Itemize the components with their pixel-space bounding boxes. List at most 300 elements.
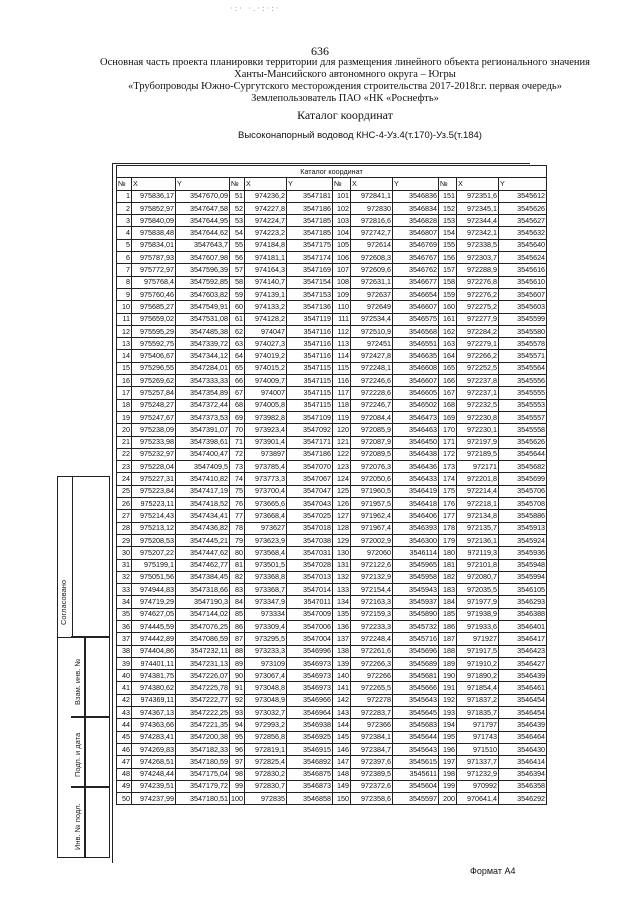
- point-number-cell: 9: [117, 288, 132, 300]
- x-coordinate-cell: 974944,83: [132, 584, 176, 596]
- y-coordinate-cell: 3547076,25: [176, 620, 230, 632]
- y-coordinate-cell: 3545936: [499, 547, 547, 559]
- x-coordinate-cell: 972384,1: [351, 731, 393, 743]
- point-number-cell: 80: [230, 547, 245, 559]
- x-coordinate-cell: 973923,4: [245, 424, 287, 436]
- y-coordinate-cell: 3546677: [393, 276, 439, 288]
- x-coordinate-cell: 973368,8: [245, 571, 287, 583]
- x-coordinate-cell: 975247,67: [132, 411, 176, 423]
- y-coordinate-cell: 3545886: [499, 510, 547, 522]
- table-row: [117, 325, 547, 337]
- point-number-cell: 3: [117, 215, 132, 227]
- y-coordinate-cell: 3545555: [499, 387, 547, 399]
- x-coordinate-cell: 974223,2: [245, 227, 287, 239]
- point-number-cell: 111: [333, 313, 351, 325]
- x-coordinate-cell: 975838,48: [132, 227, 176, 239]
- y-coordinate-cell: 3547116: [287, 325, 333, 337]
- x-coordinate-cell: 975834,01: [132, 239, 176, 251]
- point-number-cell: 175: [439, 485, 457, 497]
- x-coordinate-cell: 972237,8: [457, 375, 499, 387]
- y-coordinate-cell: 3547154: [287, 276, 333, 288]
- x-coordinate-cell: 975269,62: [132, 375, 176, 387]
- x-coordinate-cell: 972154,4: [351, 584, 393, 596]
- x-coordinate-cell: 971510: [457, 743, 499, 755]
- point-number-cell: 191: [439, 682, 457, 694]
- x-coordinate-cell: 972122,6: [351, 559, 393, 571]
- point-number-cell: 35: [117, 608, 132, 620]
- point-number-cell: 49: [117, 780, 132, 792]
- y-coordinate-cell: 3546394: [499, 768, 547, 780]
- point-number-cell: 135: [333, 608, 351, 620]
- point-number-cell: 188: [439, 645, 457, 657]
- x-coordinate-cell: 973048,9: [245, 694, 287, 706]
- point-number-cell: 170: [439, 424, 457, 436]
- x-coordinate-cell: 974719,29: [132, 596, 176, 608]
- y-coordinate-cell: 3546417: [499, 633, 547, 645]
- point-number-cell: 165: [439, 362, 457, 374]
- y-coordinate-cell: 3546996: [287, 645, 333, 657]
- point-number-cell: 52: [230, 202, 245, 214]
- point-number-cell: 150: [333, 793, 351, 805]
- table-row: [117, 448, 547, 460]
- x-coordinate-cell: 971933,6: [457, 620, 499, 632]
- y-coordinate-cell: 3547004: [287, 633, 333, 645]
- y-coordinate-cell: 3547144,02: [176, 608, 230, 620]
- x-coordinate-cell: 974367,13: [132, 707, 176, 719]
- point-number-cell: 123: [333, 461, 351, 473]
- y-coordinate-cell: 3546767: [393, 252, 439, 264]
- table-row: [117, 202, 547, 214]
- y-coordinate-cell: 3546105: [499, 584, 547, 596]
- y-coordinate-cell: 3547391,07: [176, 424, 230, 436]
- x-coordinate-cell: 972252,5: [457, 362, 499, 374]
- point-number-cell: 177: [439, 510, 457, 522]
- table-row: [117, 436, 547, 448]
- column-header: X: [132, 178, 176, 190]
- y-coordinate-cell: 3547409,5: [176, 461, 230, 473]
- sign-date-label: Подп. и дата: [73, 732, 82, 777]
- y-coordinate-cell: 3545612: [499, 190, 547, 202]
- page-number: 636: [311, 44, 329, 58]
- x-coordinate-cell: 972614: [351, 239, 393, 251]
- point-number-cell: 192: [439, 694, 457, 706]
- point-number-cell: 125: [333, 485, 351, 497]
- point-number-cell: 38: [117, 645, 132, 657]
- y-coordinate-cell: 3547373,53: [176, 411, 230, 423]
- x-coordinate-cell: 972993,2: [245, 719, 287, 731]
- y-coordinate-cell: 3547067: [287, 473, 333, 485]
- point-number-cell: 41: [117, 682, 132, 694]
- x-coordinate-cell: 974007: [245, 387, 287, 399]
- y-coordinate-cell: 3547153: [287, 288, 333, 300]
- point-number-cell: 159: [439, 288, 457, 300]
- x-coordinate-cell: 975227,31: [132, 473, 176, 485]
- x-coordinate-cell: 972276,8: [457, 276, 499, 288]
- x-coordinate-cell: 972284,2: [457, 325, 499, 337]
- point-number-cell: 113: [333, 338, 351, 350]
- x-coordinate-cell: 974164,3: [245, 264, 287, 276]
- sidebar-divider-1: [71, 636, 110, 638]
- sidebar-divider-v: [84, 636, 86, 858]
- point-number-cell: 164: [439, 350, 457, 362]
- table-row: [117, 362, 547, 374]
- inv-original-label: Инв. № подл.: [73, 803, 82, 850]
- y-coordinate-cell: 3547344,12: [176, 350, 230, 362]
- point-number-cell: 109: [333, 288, 351, 300]
- x-coordinate-cell: 975852,97: [132, 202, 176, 214]
- x-coordinate-cell: 974133,2: [245, 301, 287, 313]
- x-coordinate-cell: 975213,12: [132, 522, 176, 534]
- x-coordinate-cell: 971960,5: [351, 485, 393, 497]
- y-coordinate-cell: 3547232,11: [176, 645, 230, 657]
- point-number-cell: 140: [333, 670, 351, 682]
- x-coordinate-cell: 972060: [351, 547, 393, 559]
- y-coordinate-cell: 3546439: [499, 719, 547, 731]
- y-coordinate-cell: 3547333,33: [176, 375, 230, 387]
- point-number-cell: 100: [230, 793, 245, 805]
- table-row: [117, 522, 547, 534]
- y-coordinate-cell: 3546873: [287, 780, 333, 792]
- point-number-cell: 56: [230, 252, 245, 264]
- x-coordinate-cell: 971854,4: [457, 682, 499, 694]
- x-coordinate-cell: 972266: [351, 670, 393, 682]
- x-coordinate-cell: 975199,1: [132, 559, 176, 571]
- y-coordinate-cell: 3546114: [393, 547, 439, 559]
- y-coordinate-cell: 3545890: [393, 608, 439, 620]
- x-coordinate-cell: 974047: [245, 325, 287, 337]
- point-number-cell: 86: [230, 620, 245, 632]
- y-coordinate-cell: 3546568: [393, 325, 439, 337]
- x-coordinate-cell: 974380,62: [132, 682, 176, 694]
- x-coordinate-cell: 972608,3: [351, 252, 393, 264]
- point-number-cell: 178: [439, 522, 457, 534]
- x-coordinate-cell: 972510,9: [351, 325, 393, 337]
- y-coordinate-cell: 3545578: [499, 338, 547, 350]
- point-number-cell: 20: [117, 424, 132, 436]
- point-number-cell: 12: [117, 325, 132, 337]
- y-coordinate-cell: 3547180,59: [176, 756, 230, 768]
- point-number-cell: 61: [230, 313, 245, 325]
- x-coordinate-cell: 974269,83: [132, 743, 176, 755]
- point-number-cell: 66: [230, 375, 245, 387]
- y-coordinate-cell: 3547447,62: [176, 547, 230, 559]
- y-coordinate-cell: 3547109: [287, 411, 333, 423]
- y-coordinate-cell: 3546607: [393, 301, 439, 313]
- y-coordinate-cell: 3546769: [393, 239, 439, 251]
- y-coordinate-cell: 3546973: [287, 657, 333, 669]
- point-number-cell: 154: [439, 227, 457, 239]
- document-title-line1: Основная часть проекта планировки территории для размещения линейного объекта регионального значения Ханты-Мансийского автономного округа – Югры: [100, 57, 590, 80]
- y-coordinate-cell: 3545644: [499, 448, 547, 460]
- table-row: [117, 215, 547, 227]
- point-number-cell: 15: [117, 362, 132, 374]
- y-coordinate-cell: 3545948: [499, 559, 547, 571]
- point-number-cell: 107: [333, 264, 351, 276]
- point-number-cell: 176: [439, 498, 457, 510]
- point-number-cell: 88: [230, 645, 245, 657]
- y-coordinate-cell: 3546300: [393, 534, 439, 546]
- y-coordinate-cell: 3546427: [499, 657, 547, 669]
- y-coordinate-cell: 3547186: [287, 202, 333, 214]
- y-coordinate-cell: 3547418,52: [176, 498, 230, 510]
- y-coordinate-cell: 3545699: [499, 473, 547, 485]
- point-number-cell: 43: [117, 707, 132, 719]
- x-coordinate-cell: 972384,7: [351, 743, 393, 755]
- point-number-cell: 137: [333, 633, 351, 645]
- x-coordinate-cell: 972076,3: [351, 461, 393, 473]
- x-coordinate-cell: 972201,8: [457, 473, 499, 485]
- format-label: Формат А4: [470, 866, 516, 876]
- x-coordinate-cell: 973897: [245, 448, 287, 460]
- point-number-cell: 108: [333, 276, 351, 288]
- point-number-cell: 131: [333, 559, 351, 571]
- table-body: [117, 190, 547, 805]
- x-coordinate-cell: 975772,97: [132, 264, 176, 276]
- x-coordinate-cell: 975296,55: [132, 362, 176, 374]
- x-coordinate-cell: 975592,75: [132, 338, 176, 350]
- x-coordinate-cell: 973347,9: [245, 596, 287, 608]
- point-number-cell: 67: [230, 387, 245, 399]
- x-coordinate-cell: 974381,75: [132, 670, 176, 682]
- point-number-cell: 25: [117, 485, 132, 497]
- y-coordinate-cell: 3545626: [499, 436, 547, 448]
- y-coordinate-cell: 3546450: [393, 436, 439, 448]
- column-header: Y: [176, 178, 230, 190]
- table-row: [117, 387, 547, 399]
- y-coordinate-cell: 3545937: [393, 596, 439, 608]
- x-coordinate-cell: 972085,9: [351, 424, 393, 436]
- y-coordinate-cell: 3547185: [287, 227, 333, 239]
- point-number-cell: 24: [117, 473, 132, 485]
- y-coordinate-cell: 3547222,77: [176, 694, 230, 706]
- point-number-cell: 106: [333, 252, 351, 264]
- y-coordinate-cell: 3547115: [287, 399, 333, 411]
- y-coordinate-cell: 3545683: [393, 719, 439, 731]
- x-coordinate-cell: 972283,7: [351, 707, 393, 719]
- y-coordinate-cell: 3546605: [393, 387, 439, 399]
- y-coordinate-cell: 3547009: [287, 608, 333, 620]
- point-number-cell: 10: [117, 301, 132, 313]
- x-coordinate-cell: 971938,9: [457, 608, 499, 620]
- y-coordinate-cell: 3546828: [393, 215, 439, 227]
- point-number-cell: 21: [117, 436, 132, 448]
- y-coordinate-cell: 3547222,25: [176, 707, 230, 719]
- y-coordinate-cell: 3547115: [287, 387, 333, 399]
- y-coordinate-cell: 3547339,72: [176, 338, 230, 350]
- point-number-cell: 95: [230, 731, 245, 743]
- x-coordinate-cell: 972816,6: [351, 215, 393, 227]
- y-coordinate-cell: 3545643: [393, 694, 439, 706]
- y-coordinate-cell: 3546858: [287, 793, 333, 805]
- x-coordinate-cell: 971957,5: [351, 498, 393, 510]
- point-number-cell: 2: [117, 202, 132, 214]
- x-coordinate-cell: 972159,3: [351, 608, 393, 620]
- y-coordinate-cell: 3547014: [287, 584, 333, 596]
- point-number-cell: 116: [333, 375, 351, 387]
- point-number-cell: 63: [230, 338, 245, 350]
- point-number-cell: 79: [230, 534, 245, 546]
- table-header-row: [117, 178, 547, 190]
- point-number-cell: 18: [117, 399, 132, 411]
- y-coordinate-cell: 3547603,82: [176, 288, 230, 300]
- x-coordinate-cell: 975208,53: [132, 534, 176, 546]
- x-coordinate-cell: 972342,1: [457, 227, 499, 239]
- y-coordinate-cell: 3545943: [393, 584, 439, 596]
- x-coordinate-cell: 973665,6: [245, 498, 287, 510]
- point-number-cell: 94: [230, 719, 245, 731]
- x-coordinate-cell: 972136,1: [457, 534, 499, 546]
- y-coordinate-cell: 3545644: [393, 731, 439, 743]
- y-coordinate-cell: 3546964: [287, 707, 333, 719]
- y-coordinate-cell: 3547070: [287, 461, 333, 473]
- point-number-cell: 65: [230, 362, 245, 374]
- y-coordinate-cell: 3545924: [499, 534, 547, 546]
- point-number-cell: 75: [230, 485, 245, 497]
- point-number-cell: 48: [117, 768, 132, 780]
- y-coordinate-cell: 3547011: [287, 596, 333, 608]
- point-number-cell: 121: [333, 436, 351, 448]
- y-coordinate-cell: 3546654: [393, 288, 439, 300]
- y-coordinate-cell: 3547013: [287, 571, 333, 583]
- y-coordinate-cell: 3546635: [393, 350, 439, 362]
- y-coordinate-cell: 3545626: [499, 202, 547, 214]
- point-number-cell: 40: [117, 670, 132, 682]
- x-coordinate-cell: 972101,8: [457, 559, 499, 571]
- x-coordinate-cell: 972279,1: [457, 338, 499, 350]
- y-coordinate-cell: 3545643: [393, 743, 439, 755]
- y-coordinate-cell: 3547596,39: [176, 264, 230, 276]
- y-coordinate-cell: 3547225,78: [176, 682, 230, 694]
- point-number-cell: 29: [117, 534, 132, 546]
- y-coordinate-cell: 3545571: [499, 350, 547, 362]
- x-coordinate-cell: 974363,66: [132, 719, 176, 731]
- y-coordinate-cell: 3545689: [393, 657, 439, 669]
- column-header: X: [457, 178, 499, 190]
- point-number-cell: 129: [333, 534, 351, 546]
- y-coordinate-cell: 3547372,44: [176, 399, 230, 411]
- point-number-cell: 194: [439, 719, 457, 731]
- point-number-cell: 156: [439, 252, 457, 264]
- point-number-cell: 76: [230, 498, 245, 510]
- table-row: [117, 239, 547, 251]
- y-coordinate-cell: 3547006: [287, 620, 333, 632]
- y-coordinate-cell: 3547086,59: [176, 633, 230, 645]
- x-coordinate-cell: 973501,5: [245, 559, 287, 571]
- y-coordinate-cell: 3546892: [287, 756, 333, 768]
- point-number-cell: 77: [230, 510, 245, 522]
- x-coordinate-cell: 975232,97: [132, 448, 176, 460]
- point-number-cell: 157: [439, 264, 457, 276]
- y-coordinate-cell: 3546438: [393, 448, 439, 460]
- y-coordinate-cell: 3545994: [499, 571, 547, 583]
- x-coordinate-cell: 970992: [457, 780, 499, 792]
- y-coordinate-cell: 3546875: [287, 768, 333, 780]
- x-coordinate-cell: 975659,02: [132, 313, 176, 325]
- y-coordinate-cell: 3547119: [287, 313, 333, 325]
- x-coordinate-cell: 975223,11: [132, 498, 176, 510]
- point-number-cell: 195: [439, 731, 457, 743]
- y-coordinate-cell: 3547647,58: [176, 202, 230, 214]
- x-coordinate-cell: 971797: [457, 719, 499, 731]
- x-coordinate-cell: 972534,4: [351, 313, 393, 325]
- x-coordinate-cell: 971977,9: [457, 596, 499, 608]
- x-coordinate-cell: 973067,4: [245, 670, 287, 682]
- point-number-cell: 54: [230, 227, 245, 239]
- y-coordinate-cell: 3545632: [499, 227, 547, 239]
- point-number-cell: 16: [117, 375, 132, 387]
- x-coordinate-cell: 973568,4: [245, 547, 287, 559]
- x-coordinate-cell: 971337,7: [457, 756, 499, 768]
- table-row: [117, 473, 547, 485]
- point-number-cell: 68: [230, 399, 245, 411]
- y-coordinate-cell: 3546293: [499, 596, 547, 608]
- point-number-cell: 130: [333, 547, 351, 559]
- y-coordinate-cell: 3545603: [499, 301, 547, 313]
- x-coordinate-cell: 975238,09: [132, 424, 176, 436]
- column-header: №: [333, 178, 351, 190]
- y-coordinate-cell: 3546834: [393, 202, 439, 214]
- x-coordinate-cell: 974236,2: [245, 190, 287, 202]
- x-coordinate-cell: 972303,7: [457, 252, 499, 264]
- point-number-cell: 118: [333, 399, 351, 411]
- point-number-cell: 189: [439, 657, 457, 669]
- point-number-cell: 58: [230, 276, 245, 288]
- y-coordinate-cell: 3546419: [393, 485, 439, 497]
- point-number-cell: 85: [230, 608, 245, 620]
- x-coordinate-cell: 974184,8: [245, 239, 287, 251]
- x-coordinate-cell: 975248,27: [132, 399, 176, 411]
- point-number-cell: 101: [333, 190, 351, 202]
- y-coordinate-cell: 3545564: [499, 362, 547, 374]
- table-caption: Каталог координат: [117, 166, 547, 178]
- point-number-cell: 93: [230, 707, 245, 719]
- y-coordinate-cell: 3545681: [393, 670, 439, 682]
- point-number-cell: 33: [117, 584, 132, 596]
- y-coordinate-cell: 3545599: [499, 313, 547, 325]
- x-coordinate-cell: 973623,9: [245, 534, 287, 546]
- point-number-cell: 50: [117, 793, 132, 805]
- point-number-cell: 34: [117, 596, 132, 608]
- frame-top-line: [112, 163, 530, 164]
- x-coordinate-cell: 972451: [351, 338, 393, 350]
- x-coordinate-cell: 971232,9: [457, 768, 499, 780]
- y-coordinate-cell: 3545611: [393, 768, 439, 780]
- y-coordinate-cell: 3545913: [499, 522, 547, 534]
- column-header: Y: [499, 178, 547, 190]
- y-coordinate-cell: 3545604: [393, 780, 439, 792]
- x-coordinate-cell: 971837,2: [457, 694, 499, 706]
- x-coordinate-cell: 972372,6: [351, 780, 393, 792]
- point-number-cell: 181: [439, 559, 457, 571]
- x-coordinate-cell: 972345,1: [457, 202, 499, 214]
- point-number-cell: 62: [230, 325, 245, 337]
- x-coordinate-cell: 972084,4: [351, 411, 393, 423]
- x-coordinate-cell: 975207,22: [132, 547, 176, 559]
- y-coordinate-cell: 3547031: [287, 547, 333, 559]
- y-coordinate-cell: 3546925: [287, 731, 333, 743]
- point-number-cell: 39: [117, 657, 132, 669]
- y-coordinate-cell: 3546473: [393, 411, 439, 423]
- x-coordinate-cell: 972228,6: [351, 387, 393, 399]
- x-coordinate-cell: 972366: [351, 719, 393, 731]
- point-number-cell: 119: [333, 411, 351, 423]
- frame-left-line: [112, 163, 113, 863]
- column-header: №: [230, 178, 245, 190]
- y-coordinate-cell: 3547181: [287, 190, 333, 202]
- column-header: Y: [287, 178, 333, 190]
- x-coordinate-cell: 972830,7: [245, 780, 287, 792]
- point-number-cell: 151: [439, 190, 457, 202]
